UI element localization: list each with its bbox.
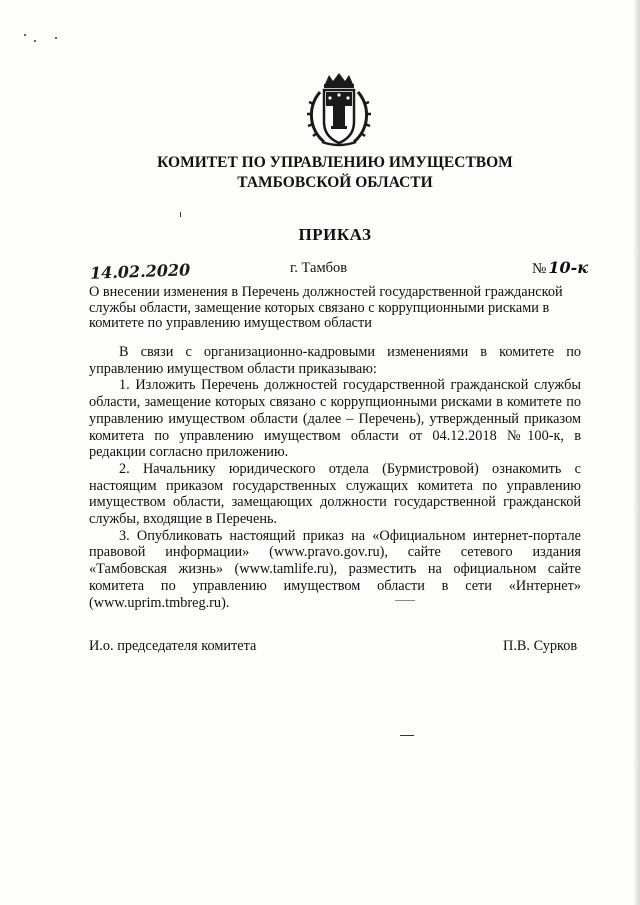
scan-speck — [34, 40, 36, 42]
scan-speck — [180, 212, 181, 217]
scan-speck — [55, 37, 57, 39]
signatory-name: П.В. Сурков — [503, 638, 578, 654]
order-item-2: 2. Начальнику юридического отдела (Бурмистровой) ознакомить с настоящим приказом государственных служащих комитета по управлению имуществом области, замещающих должности государственной гражданской службы, входящие в Перечень. — [89, 460, 581, 528]
order-item-3: 3. Опубликовать настоящий приказ на «Официальном интернет-портале правовой информации» (www.pravo.gov.ru), сайте сетевого издания «Тамбовская жизнь» (www.tamlife.ru), разместить на официальном сайте комитета по управлению имуществом области в сети «Интернет» (www.uprim.tmbreg.ru). — [89, 527, 581, 611]
document-type-heading: ПРИКАЗ — [298, 225, 372, 244]
scan-speck — [24, 34, 26, 36]
organization-title-line2: ТАМБОВСКОЙ ОБЛАСТИ — [237, 174, 433, 191]
scan-edge — [634, 0, 640, 905]
order-number — [532, 258, 588, 278]
order-subject: О внесении изменения в Перечень должностей государственной гражданской службы области, замещение которых связано с коррупционными рисками в комитете по управлению имуществом области — [89, 284, 563, 331]
order-body — [89, 344, 581, 611]
scan-speck — [400, 735, 414, 736]
organization-title-line1: КОМИТЕТ ПО УПРАВЛЕНИЮ ИМУЩЕСТВОМ — [157, 154, 513, 171]
organization-title — [0, 153, 640, 193]
handwritten-date: 14.02.2020 — [89, 260, 191, 283]
order-preamble: В связи с организационно-кадровыми изменениями в комитете по управлению имуществом области приказываю: — [89, 344, 581, 377]
handwritten-order-number: 10-к — [548, 258, 589, 277]
coat-of-arms-icon — [302, 72, 376, 148]
city-label: г. Тамбов — [290, 260, 348, 276]
signatory-position: И.о. председателя комитета — [89, 638, 257, 654]
order-number-prefix: № — [532, 261, 547, 277]
order-item-1: 1. Изложить Перечень должностей государственной гражданской службы области, замещение которых связано с коррупционными рисками в комитете по управлению имуществом области (далее – Перечень), утвержденный приказом комитета по управлению имуществом области от 04.12.2018 №100-к, в редакции согласно приложению. — [89, 377, 581, 461]
